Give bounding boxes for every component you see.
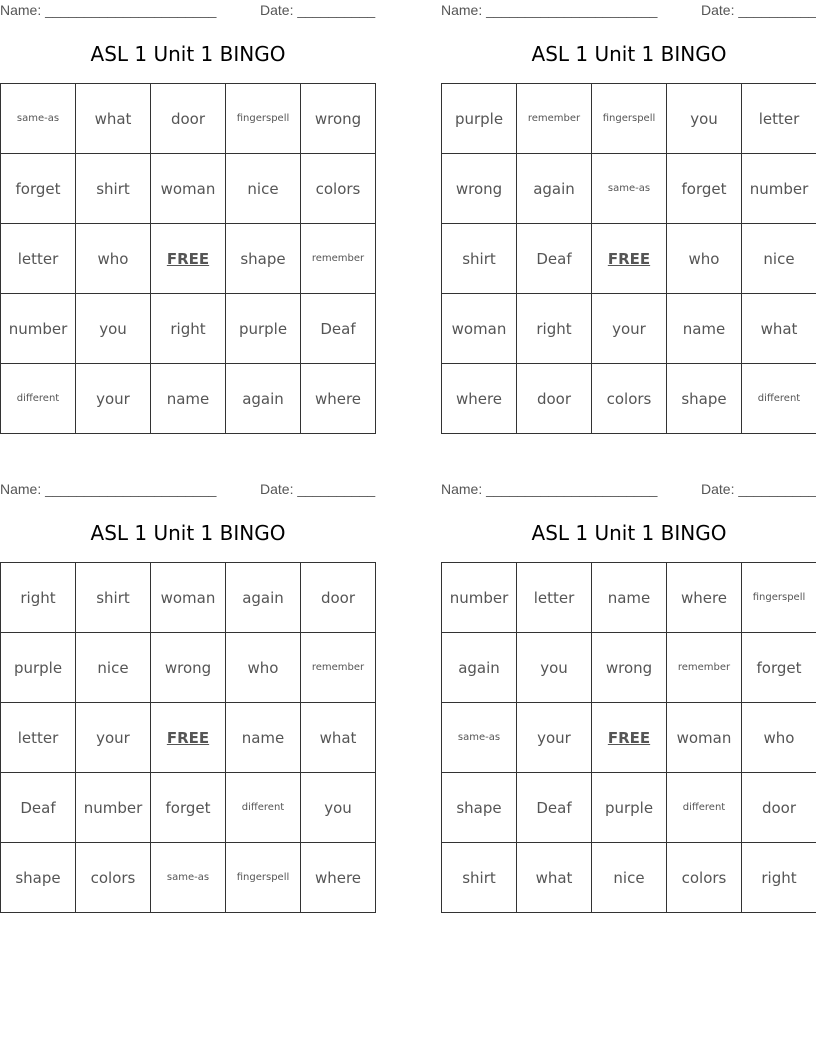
- bingo-cell: woman: [667, 703, 742, 773]
- bingo-cell: woman: [151, 563, 226, 633]
- bingo-row: [442, 154, 816, 224]
- bingo-cell: where: [442, 364, 517, 434]
- bingo-cell: nice: [742, 224, 816, 294]
- free-space: FREE: [151, 703, 226, 773]
- bingo-cell: what: [517, 843, 592, 913]
- bingo-cell: who: [742, 703, 816, 773]
- bingo-cell: purple: [442, 84, 517, 154]
- bingo-cell: again: [517, 154, 592, 224]
- bingo-row: [442, 84, 816, 154]
- bingo-grid: [441, 83, 816, 434]
- bingo-grid: [441, 562, 816, 913]
- bingo-cell: remember: [517, 84, 592, 154]
- bingo-cell: you: [517, 633, 592, 703]
- bingo-row: [442, 773, 816, 843]
- bingo-cell: nice: [76, 633, 151, 703]
- date-field-label: Date: __________: [260, 2, 376, 18]
- bingo-cell: again: [226, 364, 301, 434]
- bingo-row: [1, 294, 376, 364]
- free-space: FREE: [592, 224, 667, 294]
- card-title: ASL 1 Unit 1 BINGO: [531, 521, 727, 545]
- card-title: ASL 1 Unit 1 BINGO: [90, 42, 286, 66]
- card-header-fields: [441, 2, 816, 20]
- bingo-cell: who: [667, 224, 742, 294]
- bingo-cell: number: [1, 294, 76, 364]
- bingo-cell: forget: [742, 633, 816, 703]
- bingo-cell: forget: [667, 154, 742, 224]
- bingo-cell: letter: [1, 224, 76, 294]
- bingo-cell: wrong: [301, 84, 376, 154]
- bingo-cell: your: [76, 703, 151, 773]
- bingo-cell: who: [226, 633, 301, 703]
- bingo-cell: remember: [301, 224, 376, 294]
- bingo-row: [1, 224, 376, 294]
- name-field-label: Name: ______________________: [0, 481, 217, 497]
- bingo-grid: [0, 83, 376, 434]
- bingo-cell: you: [301, 773, 376, 843]
- bingo-cell: woman: [442, 294, 517, 364]
- bingo-row: [442, 703, 816, 773]
- bingo-cell: Deaf: [301, 294, 376, 364]
- name-field-label: Name: ______________________: [0, 2, 217, 18]
- bingo-cell: number: [742, 154, 816, 224]
- name-field-label: Name: ______________________: [441, 2, 658, 18]
- bingo-cell: same-as: [442, 703, 517, 773]
- bingo-cell: letter: [742, 84, 816, 154]
- bingo-cell: purple: [592, 773, 667, 843]
- bingo-row: [1, 84, 376, 154]
- bingo-cell: fingerspell: [226, 84, 301, 154]
- date-field-label: Date: __________: [260, 481, 376, 497]
- bingo-cell: nice: [226, 154, 301, 224]
- bingo-cell: name: [226, 703, 301, 773]
- bingo-cell: purple: [1, 633, 76, 703]
- bingo-cell: wrong: [592, 633, 667, 703]
- bingo-cell: door: [301, 563, 376, 633]
- bingo-cell: wrong: [151, 633, 226, 703]
- bingo-row: [442, 224, 816, 294]
- bingo-cell: what: [76, 84, 151, 154]
- bingo-cell: where: [301, 364, 376, 434]
- bingo-cell: Deaf: [517, 773, 592, 843]
- bingo-cell: different: [742, 364, 816, 434]
- card-header-fields: [0, 481, 376, 499]
- bingo-cell: same-as: [592, 154, 667, 224]
- bingo-cell: door: [517, 364, 592, 434]
- bingo-row: [442, 633, 816, 703]
- bingo-cell: number: [76, 773, 151, 843]
- bingo-cell: fingerspell: [742, 563, 816, 633]
- bingo-cell: who: [76, 224, 151, 294]
- bingo-row: [442, 843, 816, 913]
- bingo-row: [1, 633, 376, 703]
- bingo-cell: nice: [592, 843, 667, 913]
- bingo-row: [1, 773, 376, 843]
- bingo-cell: colors: [76, 843, 151, 913]
- bingo-cell: colors: [667, 843, 742, 913]
- bingo-cell: shape: [1, 843, 76, 913]
- bingo-cell: name: [667, 294, 742, 364]
- card-header-fields: [0, 2, 376, 20]
- bingo-cell: shirt: [442, 224, 517, 294]
- bingo-cell: door: [742, 773, 816, 843]
- bingo-cell: remember: [301, 633, 376, 703]
- bingo-cell: same-as: [151, 843, 226, 913]
- bingo-cell: number: [442, 563, 517, 633]
- free-space: FREE: [592, 703, 667, 773]
- bingo-cell: different: [667, 773, 742, 843]
- bingo-cell: what: [301, 703, 376, 773]
- bingo-cell: name: [592, 563, 667, 633]
- card-title: ASL 1 Unit 1 BINGO: [90, 521, 286, 545]
- bingo-cell: fingerspell: [226, 843, 301, 913]
- bingo-cell: wrong: [442, 154, 517, 224]
- bingo-row: [1, 364, 376, 434]
- bingo-cell: fingerspell: [592, 84, 667, 154]
- bingo-grid: [0, 562, 376, 913]
- bingo-row: [442, 563, 816, 633]
- free-space: FREE: [151, 224, 226, 294]
- bingo-cell: forget: [151, 773, 226, 843]
- bingo-cell: what: [742, 294, 816, 364]
- name-field-label: Name: ______________________: [441, 481, 658, 497]
- bingo-cell: where: [301, 843, 376, 913]
- bingo-cell: door: [151, 84, 226, 154]
- bingo-cell: your: [592, 294, 667, 364]
- bingo-row: [1, 154, 376, 224]
- bingo-cell: again: [442, 633, 517, 703]
- card-title: ASL 1 Unit 1 BINGO: [531, 42, 727, 66]
- bingo-cell: right: [517, 294, 592, 364]
- bingo-cell: forget: [1, 154, 76, 224]
- bingo-cell: shirt: [76, 154, 151, 224]
- bingo-cell: shirt: [76, 563, 151, 633]
- date-field-label: Date: __________: [701, 481, 816, 497]
- bingo-cell: letter: [1, 703, 76, 773]
- bingo-cell: your: [76, 364, 151, 434]
- bingo-cell: your: [517, 703, 592, 773]
- bingo-row: [1, 563, 376, 633]
- bingo-cell: same-as: [1, 84, 76, 154]
- bingo-cell: shirt: [442, 843, 517, 913]
- bingo-cell: again: [226, 563, 301, 633]
- bingo-cell: right: [1, 563, 76, 633]
- bingo-cell: letter: [517, 563, 592, 633]
- bingo-cell: you: [667, 84, 742, 154]
- bingo-cell: where: [667, 563, 742, 633]
- bingo-cell: remember: [667, 633, 742, 703]
- bingo-cell: name: [151, 364, 226, 434]
- bingo-cell: different: [1, 364, 76, 434]
- bingo-cell: right: [151, 294, 226, 364]
- bingo-row: [442, 294, 816, 364]
- bingo-row: [1, 843, 376, 913]
- bingo-cell: woman: [151, 154, 226, 224]
- bingo-cell: shape: [442, 773, 517, 843]
- bingo-cell: shape: [226, 224, 301, 294]
- card-header-fields: [441, 481, 816, 499]
- bingo-cell: colors: [301, 154, 376, 224]
- bingo-cell: right: [742, 843, 816, 913]
- bingo-cell: Deaf: [517, 224, 592, 294]
- bingo-cell: different: [226, 773, 301, 843]
- bingo-cell: you: [76, 294, 151, 364]
- bingo-cell: Deaf: [1, 773, 76, 843]
- bingo-cell: colors: [592, 364, 667, 434]
- bingo-cell: purple: [226, 294, 301, 364]
- date-field-label: Date: __________: [701, 2, 816, 18]
- bingo-cell: shape: [667, 364, 742, 434]
- bingo-row: [442, 364, 816, 434]
- bingo-row: [1, 703, 376, 773]
